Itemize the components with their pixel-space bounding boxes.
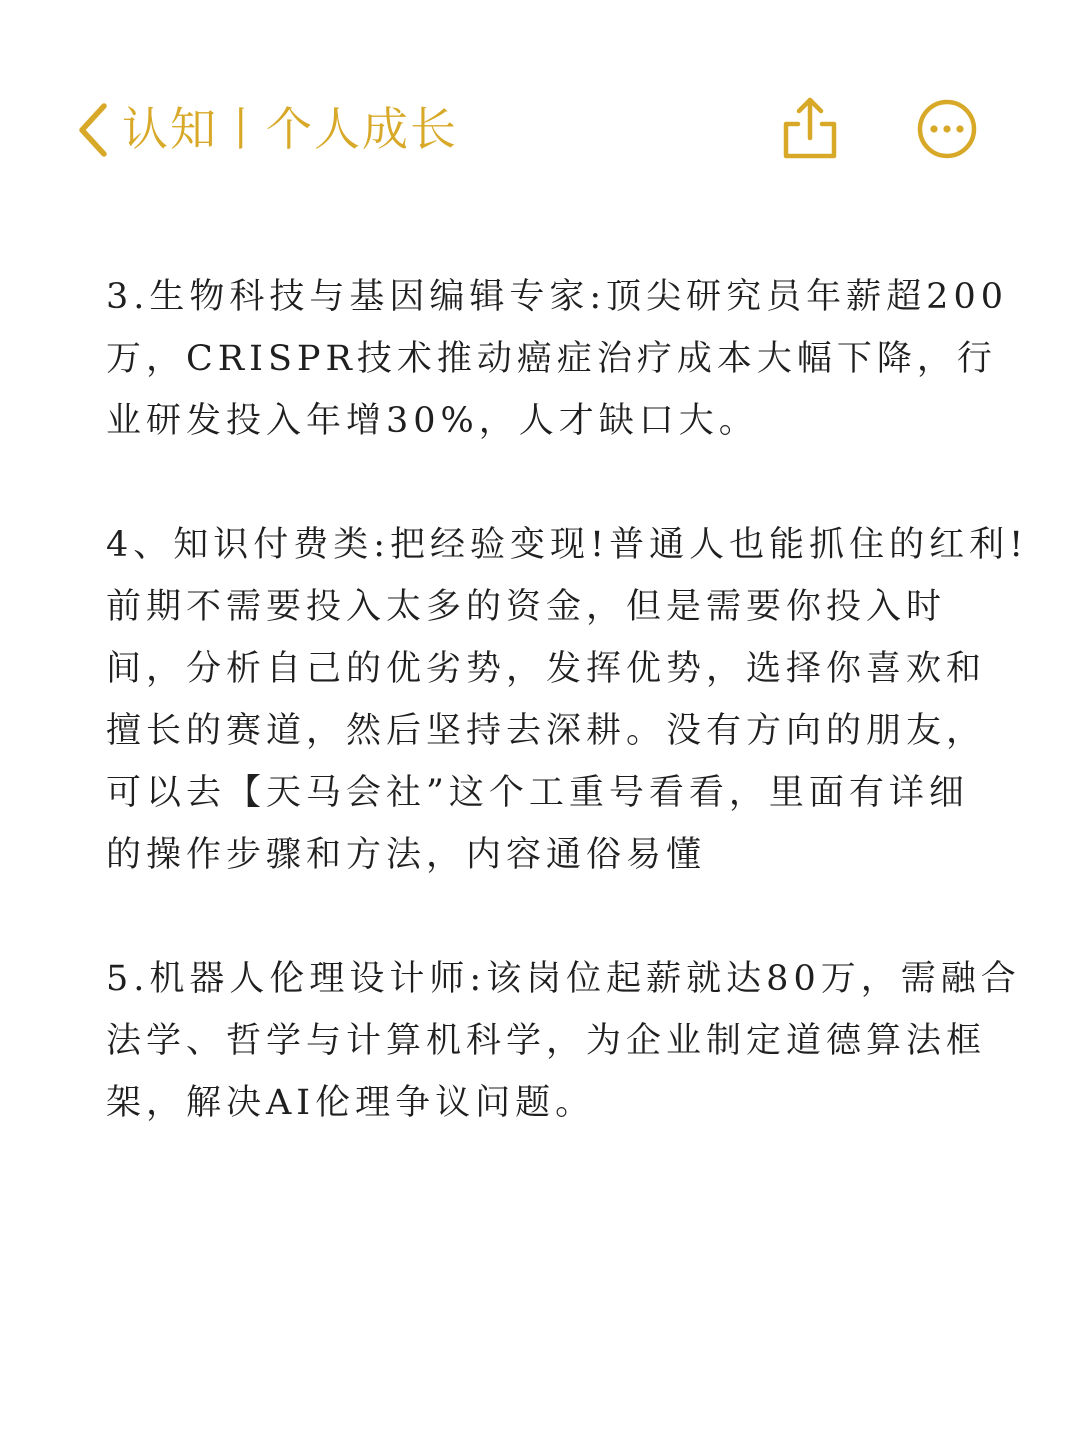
- text-line: 的操作步骤和方法，内容通俗易懂: [106, 835, 707, 875]
- text-line: 架，解决AI伦理争议问题。: [106, 1083, 596, 1123]
- text-line: 5.机器人伦理设计师:该岗位起薪就达80万，需融合: [106, 959, 1021, 999]
- chevron-left-icon: [72, 98, 112, 162]
- text-line: 可以去【天马会社”这个工重号看看，里面有详细: [106, 773, 969, 813]
- paragraph-robot-ethics: [106, 948, 1021, 1134]
- text-line: 擅长的赛道，然后坚持去深耕。没有方向的朋友，: [106, 711, 987, 751]
- paragraph-knowledge-payment: [106, 514, 1029, 886]
- text-line: 法学、哲学与计算机科学，为企业制定道德算法框: [106, 1021, 987, 1061]
- more-icon[interactable]: [916, 98, 978, 160]
- text-line: 间，分析自己的优劣势，发挥优势，选择你喜欢和: [106, 649, 987, 689]
- text-line: 4、知识付费类:把经验变现!普通人也能抓住的红利!: [106, 525, 1029, 565]
- header-bar: [0, 0, 1080, 240]
- note-content: [106, 266, 1029, 1196]
- text-line: 业研发投入年增30%，人才缺口大。: [106, 401, 759, 441]
- text-line: 前期不需要投入太多的资金，但是需要你投入时: [106, 587, 947, 627]
- back-button[interactable]: [72, 98, 112, 162]
- text-line: 万，CRISPR技术推动癌症治疗成本大幅下降，行: [106, 339, 997, 379]
- text-line: 3.生物科技与基因编辑专家:顶尖研究员年薪超200: [106, 277, 1008, 317]
- share-icon[interactable]: [780, 96, 840, 160]
- paragraph-biotech: [106, 266, 1008, 452]
- page-title: 认知丨个人成长: [122, 102, 458, 156]
